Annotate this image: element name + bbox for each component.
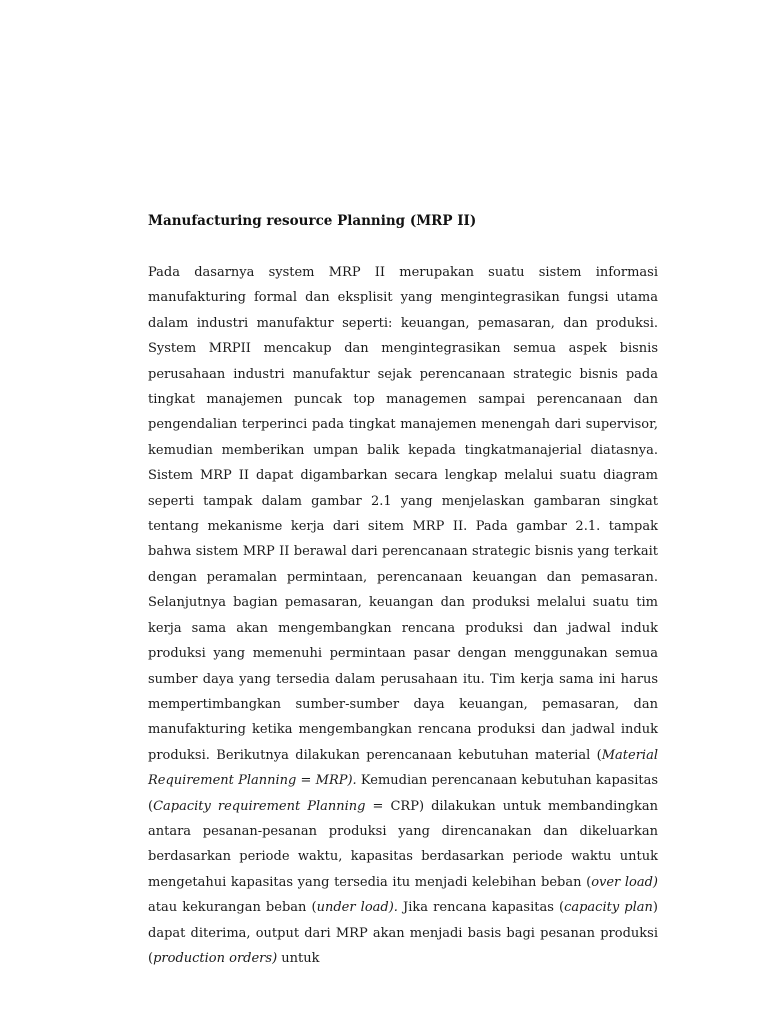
paragraph-segment-italic: under load). <box>316 900 398 916</box>
paragraph-segment-italic: Material Requirement Planning = MRP). <box>148 747 658 789</box>
document-title: Manufacturing resource Planning (MRP II) <box>148 213 477 229</box>
paragraph-segment: Pada dasarnya system MRP II merupakan suatu sistem informasi manufakturing formal dan eksplisit yang mengintegrasikan fungsi utama dalam industri manufaktur seperti: keuangan, pemasaran, dan produksi. System MRPII mencakup dan mengintegrasikan semua aspek bisnis perusahaan industri manufaktur sejak perencanaan strategic bisnis pada tingkat manajemen puncak top managemen sampai perencanaan dan pengendalian terperinci pada tingkat manajemen menengah dari supervisor, kemudian memberikan umpan balik kepada tingkatmanajerial diatasnya. Sistem MRP II dapat digambarkan secara lengkap melalui suatu diagram seperti tampak dalam gambar 2.1 yang menjelaskan gambaran singkat tentang mekanisme kerja dari sitem MRP II. Pada gambar 2.1. tampak bahwa sistem MRP II berawal dari perencanaan strategic bisnis yang terkait dengan peramalan permintaan, perencanaan keuangan dan pemasaran. Selanjutnya bagian pemasaran, keuangan dan produksi melalui suatu tim kerja sama akan mengembangkan rencana produksi dan jadwal induk produksi yang memenuhi permintaan pasar dengan menggunakan semua sumber daya yang tersedia dalam perusahaan itu. Tim kerja sama ini harus mempertimbangkan sumber-sumber daya keuangan, pemasaran, dan manufakturing ketika mengembangkan rencana produksi dan jadwal induk produksi. Berikutnya dilakukan perencanaan kebutuhan material ( <box>148 265 658 763</box>
body-paragraph <box>148 260 658 971</box>
paragraph-segment: Jika rencana kapasitas ( <box>397 900 565 916</box>
paragraph-segment: untuk <box>277 950 320 966</box>
paragraph-segment: Kemudian perencanaan kebutuhan kapasitas ( <box>148 773 658 814</box>
paragraph-segment-italic: capacity plan <box>564 900 653 916</box>
paragraph-segment: ) dapat diterima, output dari MRP akan menjadi basis bagi pesanan produksi ( <box>148 900 658 966</box>
paragraph-segment-italic: over load) <box>591 874 659 890</box>
paragraph-segment: = CRP) dilakukan untuk membandingkan antara pesanan-pesanan produksi yang direncanakan dan dikeluarkan berdasarkan periode waktu, kapasitas berdasarkan periode waktu untuk mengetahui kapasitas yang tersedia itu menjadi kelebihan beban ( <box>148 798 659 890</box>
paragraph-segment: atau kekurangan beban ( <box>148 900 317 916</box>
paragraph-segment-italic: production orders) <box>153 950 278 966</box>
paragraph-segment-italic: Capacity requirement Planning <box>153 798 366 814</box>
